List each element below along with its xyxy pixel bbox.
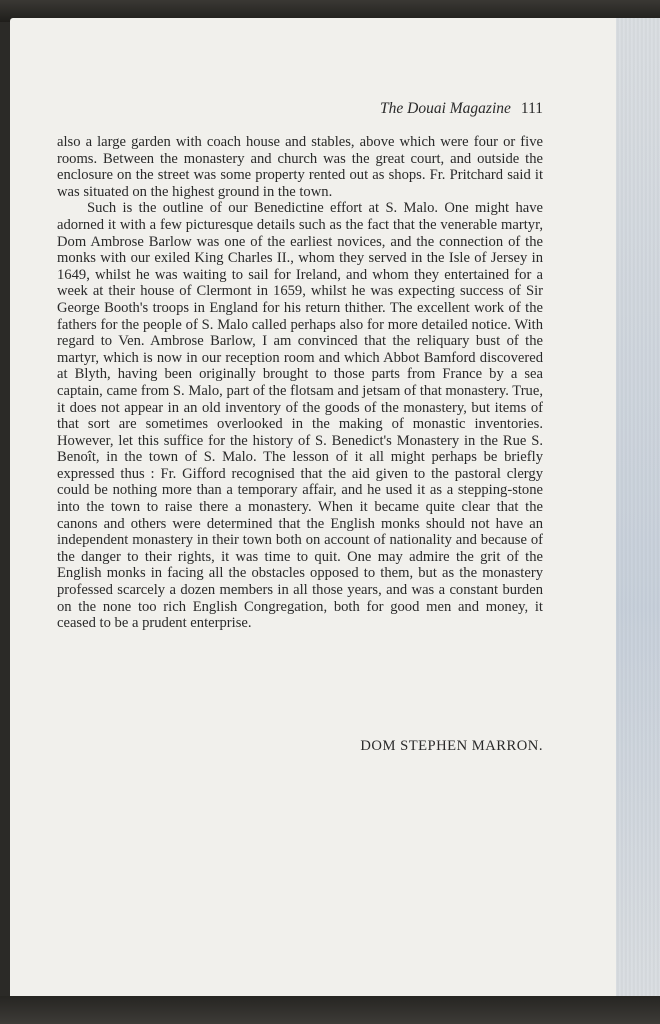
book-binding-bottom	[0, 996, 660, 1024]
page-fore-edge	[612, 18, 660, 1000]
paragraph: Such is the outline of our Benedictine effort at S. Malo. One might have adorned it with a few picturesque details such as the fact that the venerable martyr, Dom Ambrose Barlow was one of the earliest novices, and the connection of the monks with our exiled King Charles II., whom they served in the Isle of Jersey in 1649, whilst he was waiting to sail for Ireland, and whom they entertained for a week at their house of Clermont in 1659, whilst he was expecting success of Sir George Booth's troops in England for his return thither. The excellent work of the fathers for the people of S. Malo called perhaps also for more detailed notice. With regard to Ven. Ambrose Barlow, I am convinced that the reliquary bust of the martyr, which is now in our reception room and which Abbot Bamford discovered at Blyth, having been originally brought to those parts from France by a sea captain, came from S. Malo, part of the flotsam and jetsam of that monastery. True, it does not appear in an old inventory of the goods of the monastery, but items of that sort are sometimes overlooked in the making of monastic inventories. However, let this suffice for the history of S. Benedict's Monastery in the Rue S. Benoît, in the town of S. Malo. The lesson of it all might perhaps be briefly expressed thus : Fr. Gifford recognised that the aid given to the pastoral clergy could be nothing more than a temporary affair, and he used it as a stepping-stone into the town to raise there a monastery. When it became quite clear that the canons and others were determined that the English monks should not have an independent monastery in their town both on account of nationality and because of the danger to their rights, it was time to quit. One may admire the grit of the English monks in facing all the obstacles opposed to them, but as the monastery professed scarcely a dozen members in all those years, and was a constant burden on the none too rich English Congregation, both for good men and money, it ceased to be a prudent enterprise.	[57, 200, 543, 632]
author-signature: DOM STEPHEN MARRON.	[360, 738, 543, 754]
running-title: The Douai Magazine	[380, 100, 511, 117]
article-body	[57, 134, 543, 632]
paragraph: also a large garden with coach house and stables, above which were four or five rooms. Between the monastery and church was the great court, and outside the enclosure on the street was some property rented out as shops. Fr. Pritchard said it was situated on the highest ground in the town.	[57, 134, 543, 200]
running-header	[0, 100, 543, 118]
page-number: 111	[520, 100, 543, 117]
